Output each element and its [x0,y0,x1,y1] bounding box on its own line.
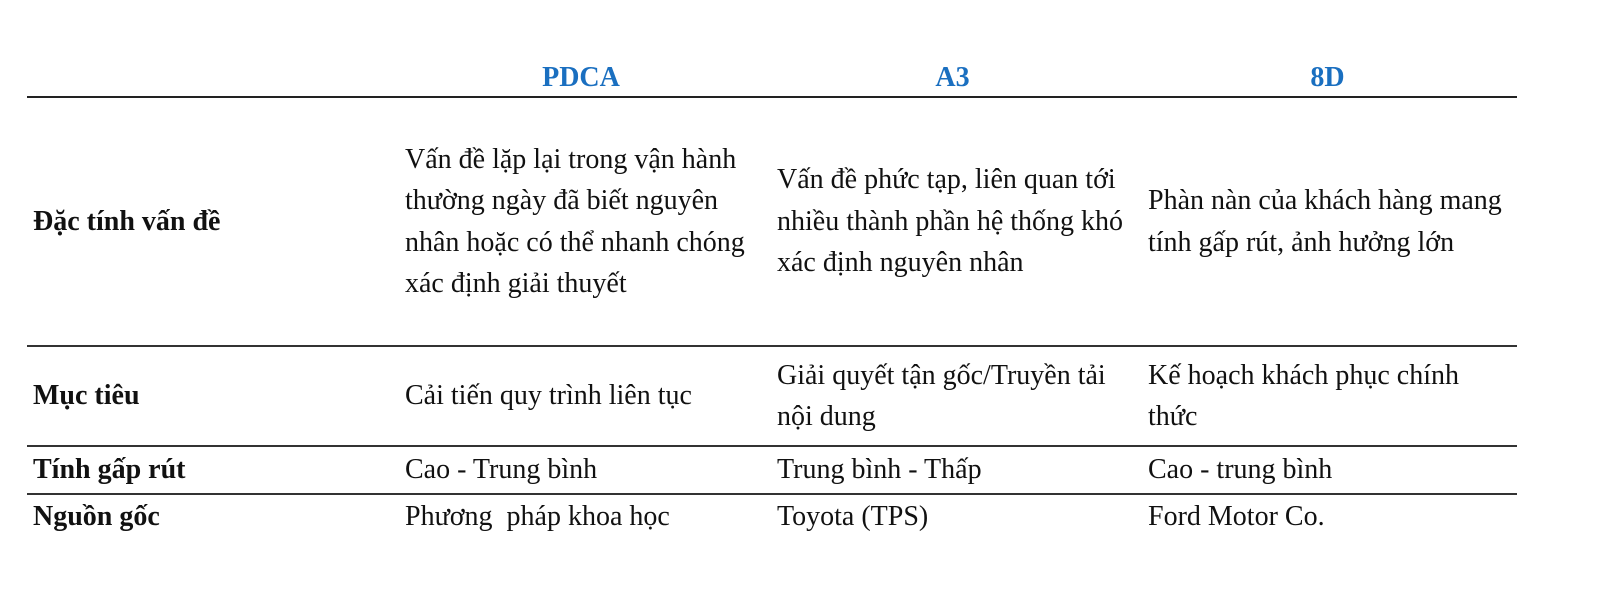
comparison-table [27,50,1517,539]
cell-pdca: Phương pháp khoa học [405,501,670,533]
cell-a3: Toyota (TPS) [777,501,929,533]
cell-pdca: Vấn đề lặp lại trong vận hành thường ngày đã biết nguyên nhân hoặc có thể nhanh chóng xác định giải thuyết [395,97,767,346]
row-label: Mục tiêu [27,346,395,446]
header-pdca: PDCA [395,50,767,97]
cell-8d: Ford Motor Co. [1148,501,1325,533]
cell-8d: Kế hoạch khách phục chính thức [1138,346,1517,446]
cell-a3: Trung bình - Thấp [767,446,1138,494]
cell-8d: Phàn nàn của khách hàng mang tính gấp rút, ảnh hưởng lớn [1138,97,1517,346]
cell-a3: Giải quyết tận gốc/Truyền tải nội dung [767,346,1138,446]
header-empty [27,50,395,97]
table-row [27,346,1517,446]
header-8d: 8D [1138,50,1517,97]
header-row [27,50,1517,97]
row-label: Tính gấp rút [27,446,395,494]
table-row [27,97,1517,346]
header-a3: A3 [767,50,1138,97]
cell-pdca: Cải tiến quy trình liên tục [395,346,767,446]
cell-pdca: Cao - Trung bình [395,446,767,494]
table-row [27,494,1517,539]
cell-a3: Vấn đề phức tạp, liên quan tới nhiều thành phần hệ thống khó xác định nguyên nhân [767,97,1138,346]
table-row [27,446,1517,494]
row-label: Đặc tính vấn đề [27,97,395,346]
row-label: Nguồn gốc [33,501,160,533]
cell-8d: Cao - trung bình [1138,446,1517,494]
